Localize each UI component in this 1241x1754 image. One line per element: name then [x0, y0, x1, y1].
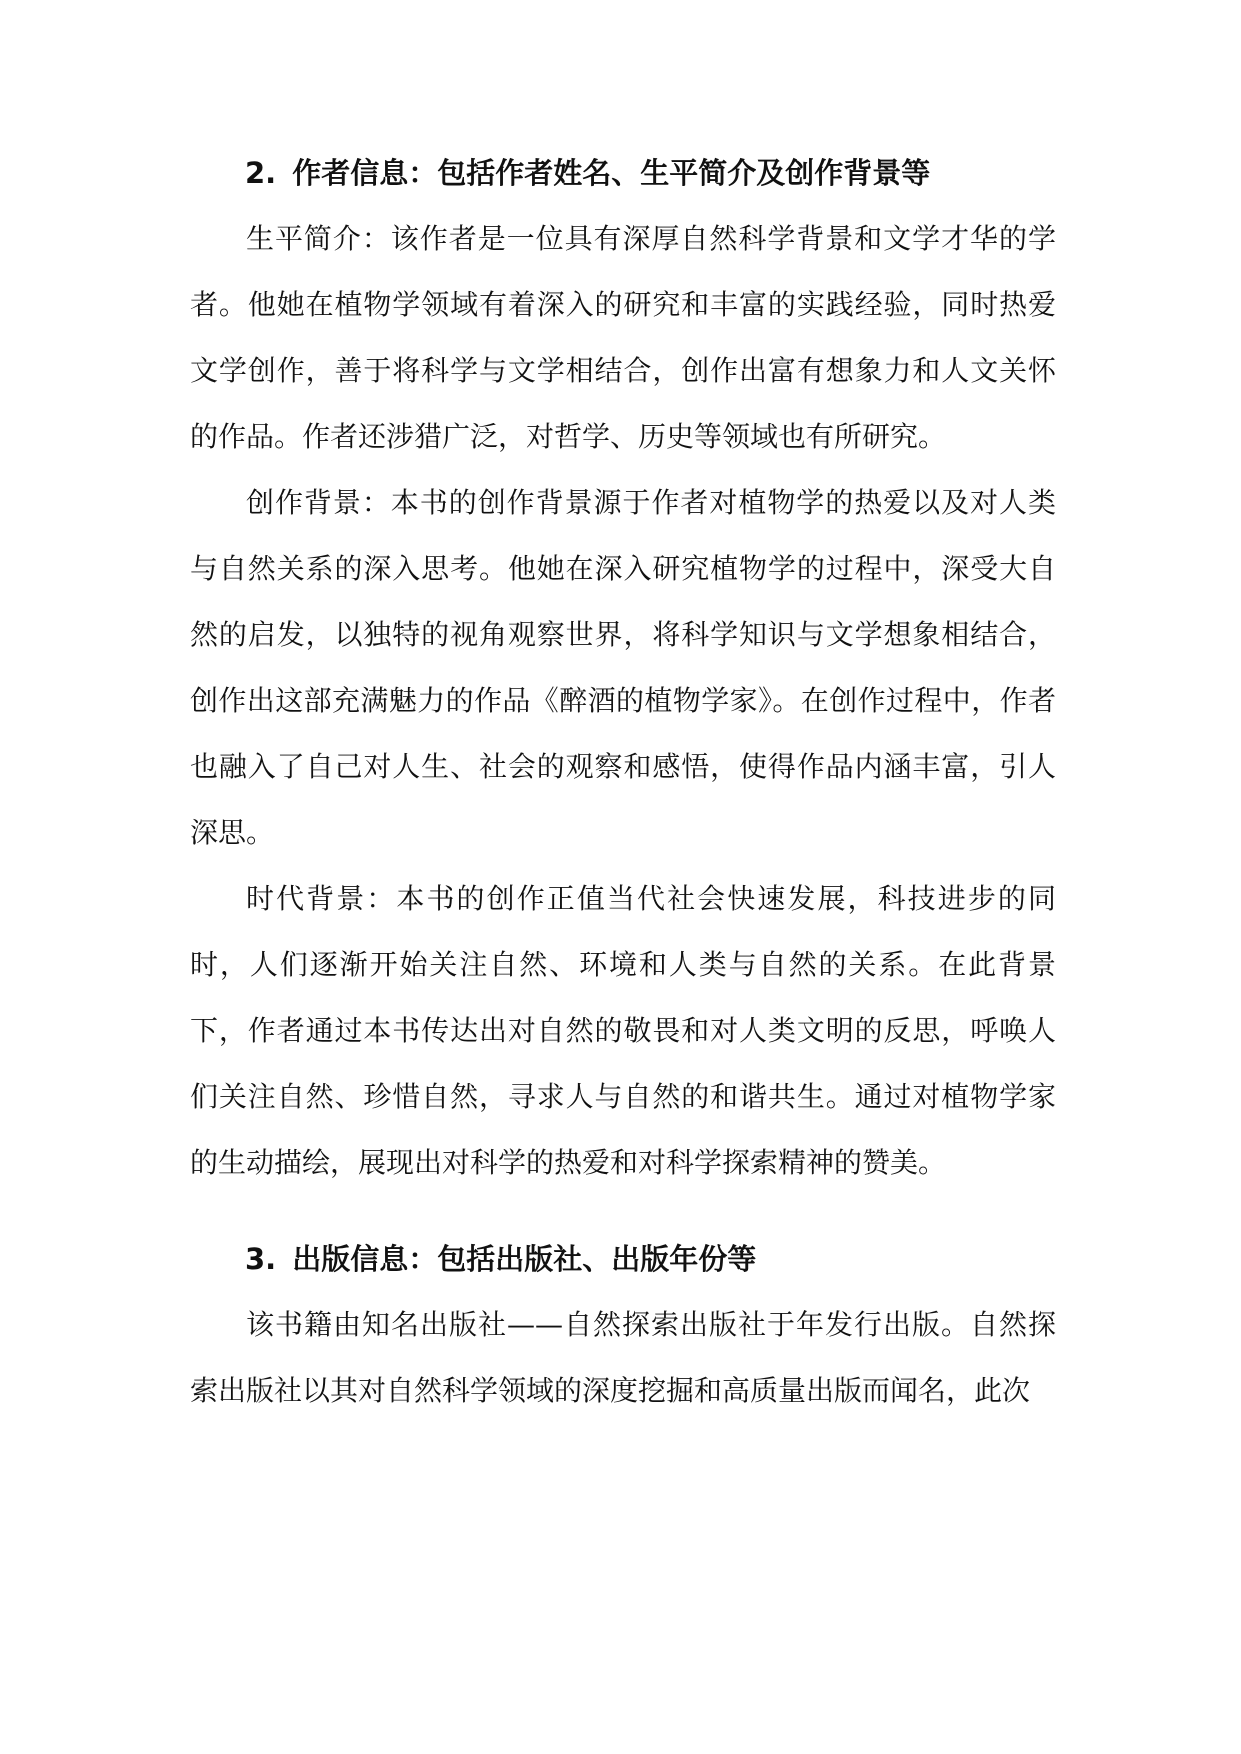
paragraph-creation-background: 创作背景：本书的创作背景源于作者对植物学的热爱以及对人类与自然关系的深入思考。他她在深入研究植物学的过程中，深受大自然的启发，以独特的视角观察世界，将科学知识与文学想象相结合，创作出这部充满魅力的作品《醉酒的植物学家》。在创作过程中，作者也融入了自己对人生、社会的观察和感悟，使得作品内涵丰富，引人深思。 — [190, 486, 1056, 849]
paragraph-publisher: 该书籍由知名出版社——自然探索出版社于年发行出版。自然探索出版社以其对自然科学领域的深度挖掘和高质量出版而闻名，此次 — [190, 1308, 1056, 1407]
section-heading-author-info — [190, 140, 1056, 206]
section-number: 3. — [245, 1242, 277, 1276]
paragraph-era-background: 时代背景：本书的创作正值当代社会快速发展，科技进步的同时，人们逐渐开始关注自然、环境和人类与自然的关系。在此背景下，作者通过本书传达出对自然的敬畏和对人类文明的反思，呼唤人们关注自然、珍惜自然，寻求人与自然的和谐共生。通过对植物学家的生动描绘，展现出对科学的热爱和对科学探索精神的赞美。 — [190, 882, 1056, 1179]
section-title: 出版信息：包括出版社、出版年份等 — [292, 1242, 757, 1276]
document-body — [190, 140, 1056, 1424]
section-number: 2. — [245, 156, 277, 190]
section-gap — [190, 1196, 1056, 1226]
section-heading-publication-info — [190, 1226, 1056, 1292]
section-title: 作者信息：包括作者姓名、生平简介及创作背景等 — [292, 156, 931, 190]
paragraph-biography: 生平简介：该作者是一位具有深厚自然科学背景和文学才华的学者。他她在植物学领域有着深入的研究和丰富的实践经验，同时热爱文学创作，善于将科学与文学相结合，创作出富有想象力和人文关怀的作品。作者还涉猎广泛，对哲学、历史等领域也有所研究。 — [190, 222, 1056, 453]
